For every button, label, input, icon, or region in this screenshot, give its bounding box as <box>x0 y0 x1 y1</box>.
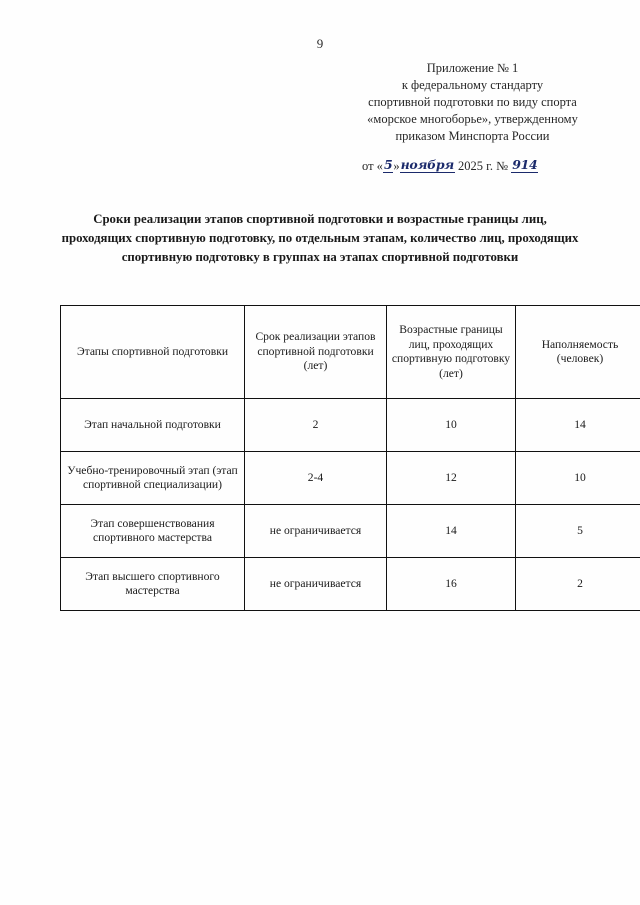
order-year: 2025 г. № <box>458 159 509 173</box>
order-number-handwritten: 914 <box>512 157 538 172</box>
header-age: Возрастные границы лиц, проходящих спортивную подготовку (лет) <box>387 306 516 399</box>
cell-duration: 2 <box>245 399 387 452</box>
appendix-line-5: приказом Минспорта России <box>395 129 550 143</box>
appendix-line-1: Приложение № 1 <box>426 61 519 75</box>
cell-duration: 2-4 <box>245 452 387 505</box>
cell-capacity: 14 <box>516 399 640 452</box>
cell-stage: Учебно-тренировочный этап (этап спортивной специализации) <box>61 452 245 505</box>
cell-duration: не ограничивается <box>245 505 387 558</box>
appendix-line-2: к федеральному стандарту <box>401 78 544 92</box>
cell-age: 12 <box>387 452 516 505</box>
table-row <box>61 558 640 611</box>
cell-stage: Этап совершенствования спортивного мастерства <box>61 505 245 558</box>
table-row <box>61 452 640 505</box>
stages-table <box>60 305 640 611</box>
table-row <box>61 505 640 558</box>
cell-duration: не ограничивается <box>245 558 387 611</box>
order-prefix: от « <box>362 159 383 173</box>
header-stage: Этапы спортивной подготовки <box>61 306 245 399</box>
page-number: 9 <box>316 36 324 51</box>
cell-age: 16 <box>387 558 516 611</box>
table-head <box>61 306 640 399</box>
appendix-line-4: «морское многоборье», утвержденному <box>367 112 578 126</box>
table-header-row <box>61 306 640 399</box>
cell-capacity: 2 <box>516 558 640 611</box>
cell-capacity: 10 <box>516 452 640 505</box>
appendix-line-3: спортивной подготовки по виду спорта <box>368 95 577 109</box>
table-row <box>61 399 640 452</box>
appendix-header <box>330 60 615 145</box>
order-details-line <box>362 158 538 174</box>
header-duration: Срок реализации этапов спортивной подготовки (лет) <box>245 306 387 399</box>
cell-stage: Этап высшего спортивного мастерства <box>61 558 245 611</box>
cell-age: 14 <box>387 505 516 558</box>
table-body <box>61 399 640 611</box>
order-middle: » <box>393 159 400 173</box>
cell-capacity: 5 <box>516 505 640 558</box>
header-capacity: Наполняемость (человек) <box>516 306 640 399</box>
cell-stage: Этап начальной подготовки <box>61 399 245 452</box>
order-month-handwritten: ноября <box>400 157 454 172</box>
order-day-handwritten: 5 <box>383 157 393 172</box>
document-title: Сроки реализации этапов спортивной подготовки и возрастные границы лиц, проходящих спортивную подготовку, по отдельным этапам, количество лиц, проходящих спортивную подготовку в группах на этапах спортивной подготовки <box>61 212 579 264</box>
cell-age: 10 <box>387 399 516 452</box>
